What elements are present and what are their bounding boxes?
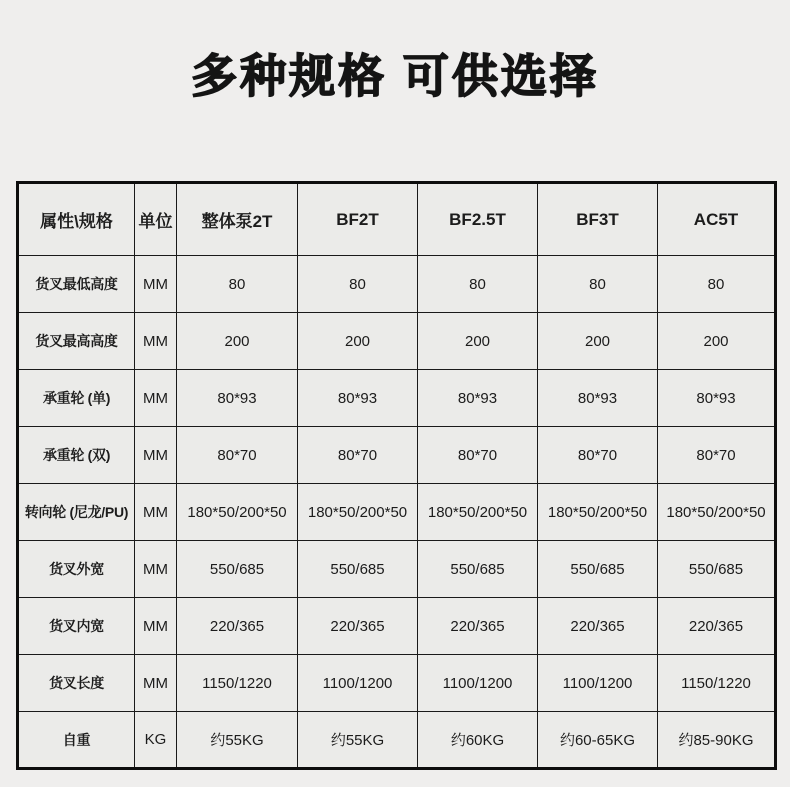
value-cell: 1100/1200 [418, 655, 538, 712]
value-cell: 180*50/200*50 [658, 484, 776, 541]
row-label: 货叉长度 [18, 655, 135, 712]
value-cell: 220/365 [658, 598, 776, 655]
value-cell: 80*93 [418, 370, 538, 427]
value-cell: 约55KG [298, 712, 418, 769]
table-row [18, 712, 776, 769]
value-cell: 80*93 [298, 370, 418, 427]
value-cell: 80 [418, 256, 538, 313]
value-cell: 约60-65KG [538, 712, 658, 769]
value-cell: 200 [298, 313, 418, 370]
value-cell: 1150/1220 [658, 655, 776, 712]
value-cell: 220/365 [298, 598, 418, 655]
column-header: BF3T [538, 183, 658, 256]
column-header: 属性\规格 [18, 183, 135, 256]
value-cell: 80*93 [538, 370, 658, 427]
value-cell: 1100/1200 [298, 655, 418, 712]
unit-cell: MM [135, 256, 177, 313]
page-title: 多种规格 可供选择 [191, 50, 599, 102]
value-cell: 约85-90KG [658, 712, 776, 769]
value-cell: 180*50/200*50 [538, 484, 658, 541]
value-cell: 550/685 [658, 541, 776, 598]
value-cell: 180*50/200*50 [418, 484, 538, 541]
value-cell: 200 [177, 313, 298, 370]
table-row [18, 655, 776, 712]
value-cell: 约55KG [177, 712, 298, 769]
value-cell: 550/685 [177, 541, 298, 598]
row-label: 转向轮 (尼龙/PU) [18, 484, 135, 541]
value-cell: 80 [177, 256, 298, 313]
table-row [18, 541, 776, 598]
value-cell: 220/365 [177, 598, 298, 655]
table-row [18, 598, 776, 655]
value-cell: 550/685 [538, 541, 658, 598]
unit-cell: KG [135, 712, 177, 769]
value-cell: 80 [658, 256, 776, 313]
unit-cell: MM [135, 370, 177, 427]
value-cell: 80*70 [418, 427, 538, 484]
column-header: 整体泵2T [177, 183, 298, 256]
row-label: 自重 [18, 712, 135, 769]
unit-cell: MM [135, 541, 177, 598]
value-cell: 200 [418, 313, 538, 370]
value-cell: 1150/1220 [177, 655, 298, 712]
table-row [18, 427, 776, 484]
value-cell: 80*70 [658, 427, 776, 484]
table-header [18, 183, 776, 256]
value-cell: 80 [538, 256, 658, 313]
table-body [18, 256, 776, 769]
unit-cell: MM [135, 313, 177, 370]
unit-cell: MM [135, 598, 177, 655]
value-cell: 220/365 [418, 598, 538, 655]
value-cell: 180*50/200*50 [298, 484, 418, 541]
unit-cell: MM [135, 427, 177, 484]
row-label: 承重轮 (双) [18, 427, 135, 484]
spec-table [16, 181, 777, 770]
unit-cell: MM [135, 655, 177, 712]
value-cell: 180*50/200*50 [177, 484, 298, 541]
value-cell: 80 [298, 256, 418, 313]
value-cell: 200 [658, 313, 776, 370]
value-cell: 80*70 [298, 427, 418, 484]
row-label: 承重轮 (单) [18, 370, 135, 427]
row-label: 货叉最低高度 [18, 256, 135, 313]
column-header: 单位 [135, 183, 177, 256]
table-row [18, 313, 776, 370]
value-cell: 约60KG [418, 712, 538, 769]
row-label: 货叉内宽 [18, 598, 135, 655]
row-label: 货叉外宽 [18, 541, 135, 598]
column-header: AC5T [658, 183, 776, 256]
value-cell: 550/685 [298, 541, 418, 598]
value-cell: 80*70 [177, 427, 298, 484]
value-cell: 80*70 [538, 427, 658, 484]
column-header: BF2T [298, 183, 418, 256]
table-header-row [18, 183, 776, 256]
column-header: BF2.5T [418, 183, 538, 256]
table-row [18, 370, 776, 427]
unit-cell: MM [135, 484, 177, 541]
value-cell: 80*93 [177, 370, 298, 427]
row-label: 货叉最高高度 [18, 313, 135, 370]
table-row [18, 256, 776, 313]
table-row [18, 484, 776, 541]
value-cell: 200 [538, 313, 658, 370]
value-cell: 1100/1200 [538, 655, 658, 712]
value-cell: 550/685 [418, 541, 538, 598]
value-cell: 220/365 [538, 598, 658, 655]
value-cell: 80*93 [658, 370, 776, 427]
